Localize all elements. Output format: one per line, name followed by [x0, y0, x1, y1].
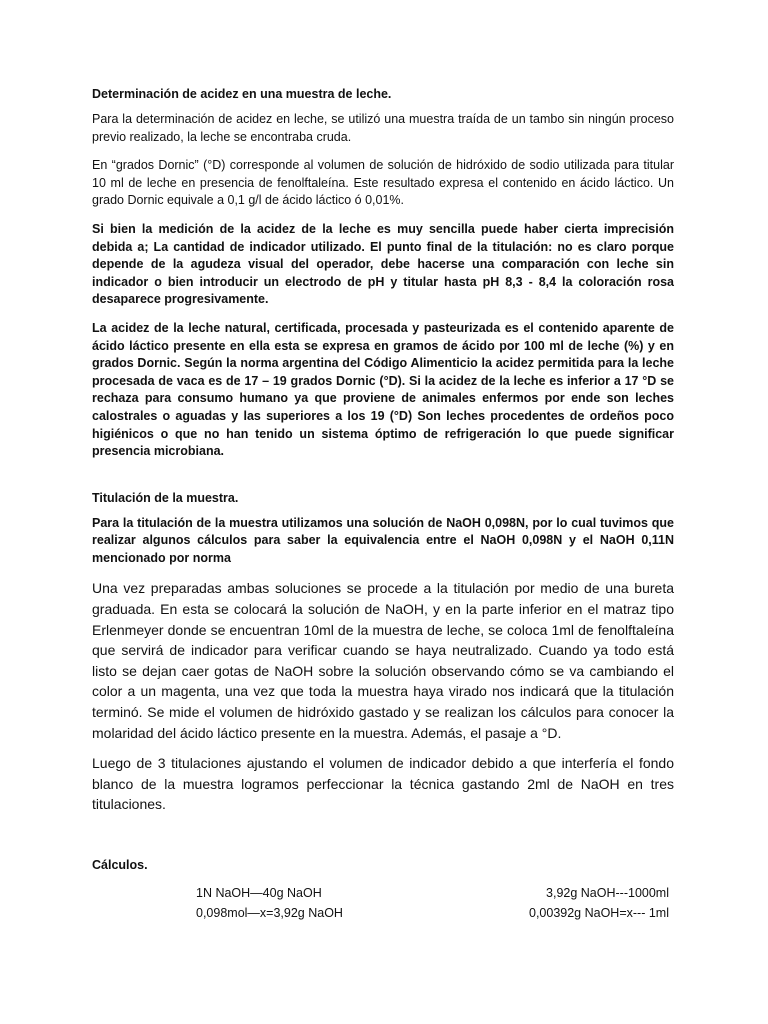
calculation-left: 0,098mol—x=3,92g NaOH	[196, 905, 343, 920]
section-heading-titulacion: Titulación de la muestra.	[92, 490, 239, 505]
document-title: Determinación de acidez en una muestra de leche.	[92, 87, 392, 101]
calculations-table	[196, 884, 676, 923]
spacer	[92, 825, 674, 857]
spacer	[92, 472, 674, 490]
calculation-row	[196, 884, 676, 904]
calculation-right: 0,00392g NaOH=x--- 1ml	[529, 905, 669, 920]
intro-paragraph-norm: La acidez de la leche natural, certificada, procesada y pasteurizada es el contenido aparente de ácido láctico presente en ella esta se expresa en gramos de ácido por 100 ml de leche (%) y en grados Dornic. Según la norma argentina del Código Alimenticio la acidez permitida para la leche procesada de vaca es de 17 – 19 grados Dornic (°D). Si la acidez de la leche es inferior a 17 °D se rechaza para consumo humano ya que proviene de animales enfermos por ende son leches calostrales o aguadas y las superiores a los 19 (°D) Son leches procedentes de ordeños poco higiénicos o que no han tenido un sistema óptimo de refrigeración lo que puede significar presencia microbiana.	[92, 320, 674, 459]
calculation-row	[196, 904, 676, 924]
intro-paragraph-dornic: En “grados Dornic” (°D) corresponde al volumen de solución de hidróxido de sodio utilizada para titular 10 ml de leche en presencia de fenolftaleína. Este resultado expresa el contenido en ácido láctico. Un grado Dornic equivale a 0,1 g/l de ácido láctico ó 0,01%.	[92, 158, 674, 208]
section-heading-calculos: Cálculos.	[92, 858, 148, 872]
titulacion-paragraph-1: Para la titulación de la muestra utilizamos una solución de NaOH 0,098N, por lo cual tuvimos que realizar algunos cálculos para saber la equivalencia entre el NaOH 0,098N y el NaOH 0,11N mencionado por norma	[92, 515, 674, 565]
intro-paragraph-1: Para la determinación de acidez en leche, se utilizó una muestra traída de un tambo sin ningún proceso previo realizado, la leche se encontraba cruda.	[92, 112, 674, 144]
calculation-left: 1N NaOH—40g NaOH	[196, 886, 322, 900]
calculation-right: 3,92g NaOH---1000ml	[546, 886, 669, 900]
intro-paragraph-imprecision: Si bien la medición de la acidez de la leche es muy sencilla puede haber cierta imprecisión debida a; La cantidad de indicador utilizado. El punto final de la titulación: no es claro porque depende de la agudeza visual del operador, debe hacerse una comparación con leche sin indicador o bien introducir un electrodo de pH y titular hasta pH 8,3 - 8,4 la coloración rosa desaparece progresivamente.	[92, 221, 674, 307]
titulacion-paragraph-3: Luego de 3 titulaciones ajustando el volumen de indicador debido a que interfería el fondo blanco de la muestra logramos perfeccionar la técnica gastando 2ml de NaOH en tres titulaciones.	[92, 755, 674, 813]
titulacion-paragraph-2: Una vez preparadas ambas soluciones se procede a la titulación por medio de una bureta graduada. En esta se colocará la solución de NaOH, y en la parte inferior en el matraz tipo Erlenmeyer donde se encuentran 10ml de la muestra de leche, se coloca 1ml de fenolftaleína que servirá de indicador para verificar cuando se haya neutralizado. Cuando ya todo está listo se dejan caer gotas de NaOH sobre la solución observando cómo se va cambiando el color a un magenta, una vez que toda la muestra haya virado nos indicará que la titulación terminó. Se mide el volumen de hidróxido gastado y se realizan los cálculos para conocer la molaridad del ácido láctico presente en la muestra. Además, el pasaje a °D.	[92, 580, 674, 741]
